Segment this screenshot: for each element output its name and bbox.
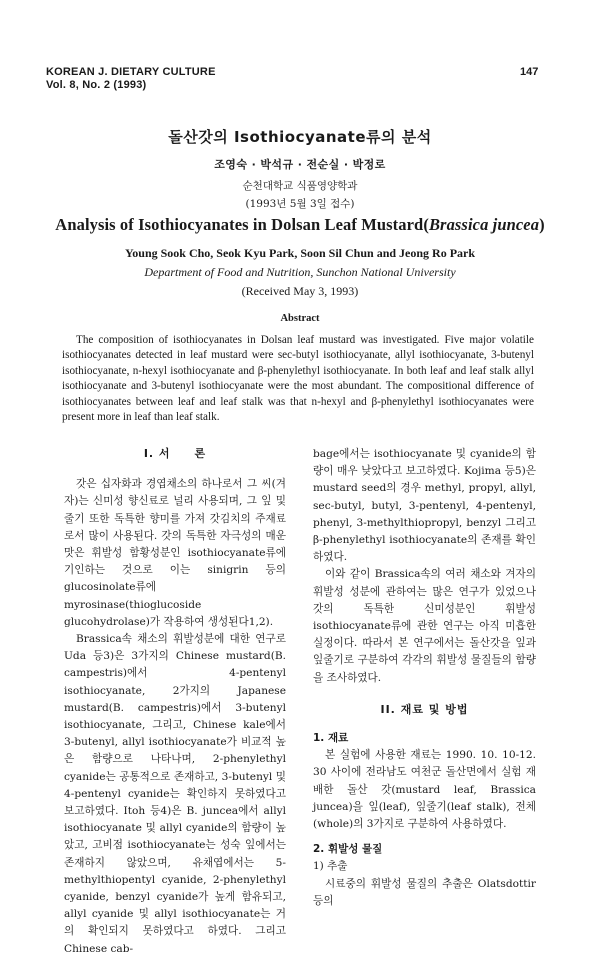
subsection-heading-extraction: 1) 추출 xyxy=(313,860,348,873)
intro-paragraph-1: 갓은 십자화과 경엽채소의 하나로서 그 씨(겨자)는 신미성 향신료로 널리 사용되며, 그 잎 및 줄기 또한 독특한 향미를 가져 갓김치의 주재료로서 많이 사용된다. 갓의 독특한 자극성의 매운 맛은 휘발성 함황성분인 isothiocyanate류에 기인하는 것으로 이는 sinigrin 등의 glucosinolate류에 myrosinase(thioglucoside glucohydrolase)가 작용하여 생성된다1,2). xyxy=(64,478,286,628)
english-received-date: (Received May 3, 1993) xyxy=(241,284,359,298)
english-affiliation: Department of Food and Nutrition, Sunchon National University xyxy=(144,265,456,279)
page-number: 147 xyxy=(520,66,539,78)
korean-title: 돌산갓의 Isothiocyanate류의 분석 xyxy=(168,128,432,146)
english-title xyxy=(0,215,600,235)
subsection-heading-materials: 1. 재료 xyxy=(313,732,349,745)
english-title-main: Analysis of Isothiocyanates in Dolsan Leaf Mustard( xyxy=(55,215,429,234)
korean-received-date: (1993년 5월 3일 접수) xyxy=(245,198,355,210)
journal-volume: Vol. 8, No. 2 (1993) xyxy=(46,79,147,91)
journal-header xyxy=(46,66,216,92)
subsection-heading-volatiles: 2. 휘발성 물질 xyxy=(313,843,383,856)
korean-authors: 조영숙 · 박석규 · 전순실 · 박정로 xyxy=(214,158,386,171)
intro-paragraph-3: bage에서는 isothiocyanate 및 cyanide의 함량이 매우 낮았다고 보고하였다. Kojima 등5)은 mustard seed의 경우 methyl, propyl, allyl, sec-butyl, butyl, 3-pentenyl, 4-pentenyl, phenyl, 3-methylthiopropyl, benzyl 그리고 β-phenylethyl isothiocyanate의 존재를 확인하였다. xyxy=(313,448,536,564)
extraction-paragraph: 시료중의 휘발성 물질의 추출은 Olatsdottir 등의 xyxy=(313,877,536,907)
journal-name: KOREAN J. DIETARY CULTURE xyxy=(46,66,216,78)
left-column xyxy=(64,445,286,958)
english-authors: Young Sook Cho, Seok Kyu Park, Soon Sil Chun and Jeong Ro Park xyxy=(124,246,476,260)
korean-affiliation: 순천대학교 식품영양학과 xyxy=(242,180,358,192)
intro-paragraph-4: 이와 같이 Brassica속의 여러 채소와 겨자의 휘발성 성분에 관하여는 많은 연구가 있었으나 갓의 독특한 신미성분인 휘발성 isothiocyanate류에 관한 연구는 아직 미흡한 실정이다. 따라서 본 연구에서는 돌산갓을 잎과 잎줄기로 구분하여 각각의 휘발성 물질들의 함량을 조사하였다. xyxy=(313,568,536,684)
materials-paragraph: 본 실험에 사용한 재료는 1990. 10. 10-12. 30 사이에 전라남도 여천군 돌산면에서 실험 재배한 돌산 갓(mustard leaf, Brassica juncea)을 잎(leaf), 잎줄기(leaf stalk), 전체(whole)의 3가지로 구분하여 사용하였다. xyxy=(313,749,536,831)
section-heading-methods: II. 재료 및 방법 xyxy=(380,702,469,716)
abstract-text: The composition of isothiocyanates in Dolsan leaf mustard was investigated. Five major volatile isothiocyanates detected in leaf mustard were sec-butyl isothiocyanate, allyl isothiocyanate, 3-butenyl isothiocyanate, n-hexyl isothiocyanate and β-phenylethyl isothiocyanate. In both leaf and leaf stalk allyl isothiocyanate and 3-butenyl isothiocyanate were the most abundant. The compositional difference of isothiocyanates between leaf and leaf stalk was that n-hexyl and β-phenylethyl isothiocyanates were present more in leaf than leaf stalk. xyxy=(62,334,534,424)
english-title-close: ) xyxy=(539,215,545,234)
intro-paragraph-2: Brassica속 채소의 휘발성분에 대한 연구로 Uda 등3)은 3가지의 Chinese mustard(B. campestris)에서 4-pentenyl isothiocyanate, 2가지의 Japanese mustard(B. campestris)에서 3-butenyl isothiocyanate, 그리고, Chinese kale에서 3-butenyl, allyl isothiocyanate가 비교적 높은 함량으로 나타나며, 2-phenylethyl cyanide는 공통적으로 존재하고, 3-butenyl 및 4-pentenyl cyanide는 확인하지 못하였다고 보고하였다. Itoh 등4)은 B. juncea에서 allyl isothiocyanate 및 allyl cyanide의 함량이 높았고, 고비점 isothiocyanate는 성숙 잎에서는 존재하지 않았으며, 유채엽에서는 5-methylthiopentyl cyanide, 2-phenylethyl cyanide, benzyl cyanide가 높게 함유되고, allyl cyanide 및 allyl isothiocyanate는 거의 확인되지 못하였다고 하였다. 그리고 Chinese cab- xyxy=(64,633,286,955)
english-title-species: Brassica juncea xyxy=(428,215,540,234)
abstract-heading: Abstract xyxy=(280,313,320,324)
right-column xyxy=(313,446,536,910)
section-heading-introduction: I. 서 론 xyxy=(143,447,207,460)
